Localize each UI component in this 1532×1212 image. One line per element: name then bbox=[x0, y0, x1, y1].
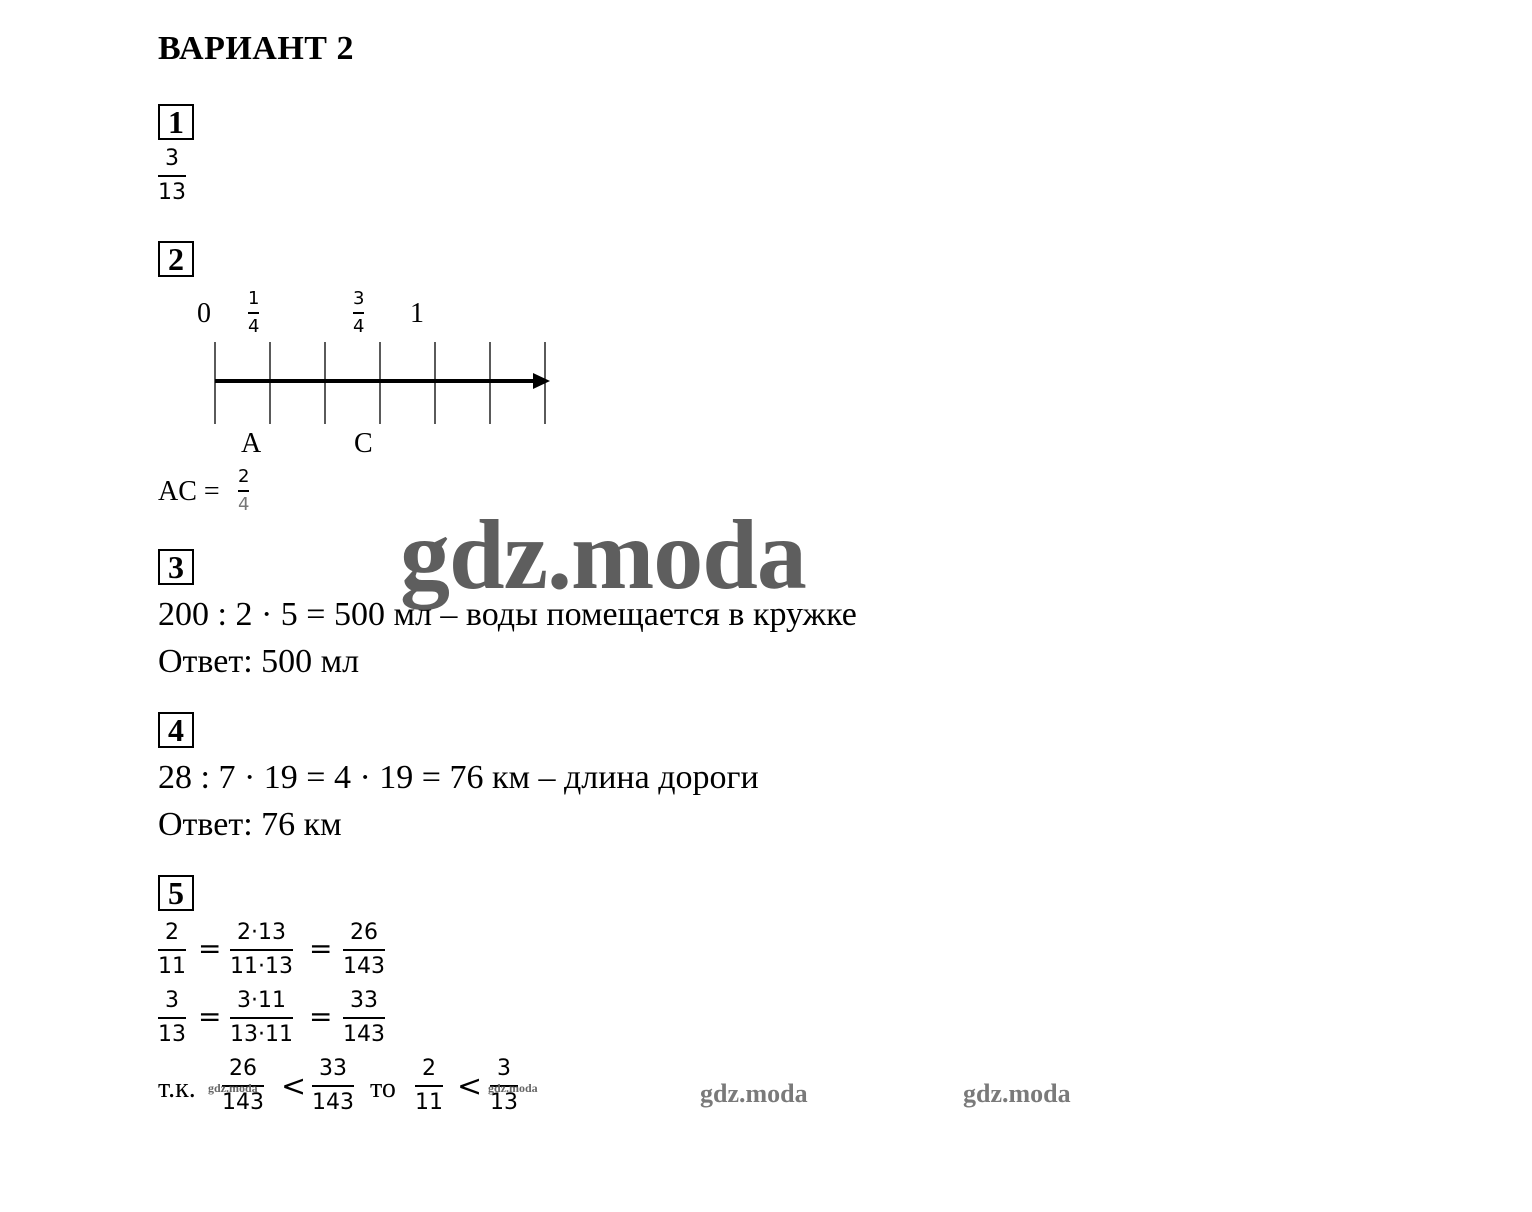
fraction-denominator: 13·11 bbox=[230, 1022, 293, 1047]
fraction-denominator: 143 bbox=[312, 1090, 354, 1115]
fraction-33-143 bbox=[343, 990, 385, 1046]
number-line-label-three-quarters bbox=[353, 290, 364, 336]
task-5-number: 5 bbox=[158, 875, 194, 911]
point-c-label: C bbox=[354, 428, 373, 459]
fraction-bar bbox=[343, 949, 385, 951]
fraction-bar bbox=[230, 1017, 293, 1019]
fraction-bar bbox=[343, 1017, 385, 1019]
fraction-numerator: 3 bbox=[165, 146, 179, 171]
fraction-numerator: 3 bbox=[497, 1056, 511, 1081]
ac-length-label: AC = bbox=[158, 476, 220, 507]
fraction-bar bbox=[158, 949, 186, 951]
number-line-label-zero: 0 bbox=[197, 298, 211, 329]
less-than-sign: < bbox=[281, 1069, 307, 1104]
task-1-number: 1 bbox=[158, 104, 194, 140]
fraction-numerator: 33 bbox=[350, 988, 378, 1013]
task-3-solution: 200 : 2 · 5 = 500 мл – воды помещается в кружке bbox=[158, 596, 857, 633]
fraction-bar bbox=[238, 490, 249, 492]
fraction-26-143 bbox=[343, 922, 385, 978]
task-1-answer-fraction bbox=[158, 148, 186, 204]
equals-sign: = bbox=[198, 932, 222, 965]
fraction-2x13-11x13 bbox=[230, 922, 293, 978]
fraction-numerator: 26 bbox=[229, 1056, 257, 1081]
fraction-numerator: 3 bbox=[353, 288, 365, 309]
fraction-bar bbox=[230, 949, 293, 951]
number-line-diagram bbox=[205, 338, 565, 430]
fraction-denominator: 4 bbox=[353, 315, 365, 337]
fraction-denominator: 4 bbox=[248, 315, 260, 337]
fraction-numerator: 3·11 bbox=[237, 988, 286, 1013]
watermark-tiny: gdz.moda bbox=[488, 1081, 538, 1095]
watermark-small: gdz.moda bbox=[963, 1079, 1071, 1108]
task-4-solution: 28 : 7 · 19 = 4 · 19 = 76 км – длина дороги bbox=[158, 759, 759, 796]
equals-sign: = bbox=[309, 1000, 333, 1033]
task-4-answer: Ответ: 76 км bbox=[158, 806, 342, 843]
ac-length-fraction bbox=[238, 468, 249, 514]
number-line-label-quarter bbox=[248, 290, 259, 336]
conclusion-then: то bbox=[370, 1073, 396, 1104]
watermark-logo: gdz.moda bbox=[400, 499, 806, 610]
fraction-2-11 bbox=[415, 1058, 443, 1114]
task-2-number: 2 bbox=[158, 241, 194, 277]
watermark-tiny: gdz.moda bbox=[208, 1081, 258, 1095]
conclusion-prefix: т.к. bbox=[158, 1073, 196, 1104]
point-a-label: A bbox=[241, 428, 262, 459]
fraction-bar bbox=[158, 1017, 186, 1019]
fraction-numerator: 2 bbox=[165, 920, 179, 945]
fraction-numerator: 3 bbox=[165, 988, 179, 1013]
fraction-denominator: 13 bbox=[490, 1090, 518, 1115]
fraction-denominator: 143 bbox=[343, 1022, 385, 1047]
watermark-small: gdz.moda bbox=[700, 1079, 808, 1108]
fraction-denominator: 143 bbox=[222, 1090, 264, 1115]
fraction-3x11-13x11 bbox=[230, 990, 293, 1046]
task-3-answer: Ответ: 500 мл bbox=[158, 643, 360, 680]
fraction-denominator: 143 bbox=[343, 954, 385, 979]
fraction-numerator: 2·13 bbox=[237, 920, 286, 945]
fraction-bar bbox=[353, 312, 364, 314]
less-than-sign: < bbox=[457, 1069, 483, 1104]
fraction-denominator: 13 bbox=[158, 1022, 186, 1047]
fraction-2-11 bbox=[158, 922, 186, 978]
fraction-denominator: 13 bbox=[158, 180, 186, 205]
equals-sign: = bbox=[309, 932, 333, 965]
equals-sign: = bbox=[198, 1000, 222, 1033]
fraction-denominator: 4 bbox=[238, 493, 250, 515]
fraction-bar bbox=[312, 1085, 354, 1087]
fraction-3-13 bbox=[158, 990, 186, 1046]
number-line-label-one: 1 bbox=[410, 298, 424, 329]
fraction-denominator: 11 bbox=[158, 954, 186, 979]
fraction-numerator: 2 bbox=[422, 1056, 436, 1081]
fraction-numerator: 26 bbox=[350, 920, 378, 945]
fraction-bar bbox=[248, 312, 259, 314]
fraction-numerator: 33 bbox=[319, 1056, 347, 1081]
fraction-numerator: 1 bbox=[248, 288, 260, 309]
task-4-number: 4 bbox=[158, 712, 194, 748]
fraction-bar bbox=[415, 1085, 443, 1087]
fraction-33-143 bbox=[312, 1058, 354, 1114]
fraction-numerator: 2 bbox=[238, 466, 250, 487]
page-title: ВАРИАНТ 2 bbox=[158, 30, 354, 67]
fraction-denominator: 11 bbox=[415, 1090, 443, 1115]
number-line-arrowhead bbox=[533, 373, 550, 389]
task-3-number: 3 bbox=[158, 549, 194, 585]
fraction-denominator: 11·13 bbox=[230, 954, 293, 979]
fraction-bar bbox=[158, 175, 186, 177]
